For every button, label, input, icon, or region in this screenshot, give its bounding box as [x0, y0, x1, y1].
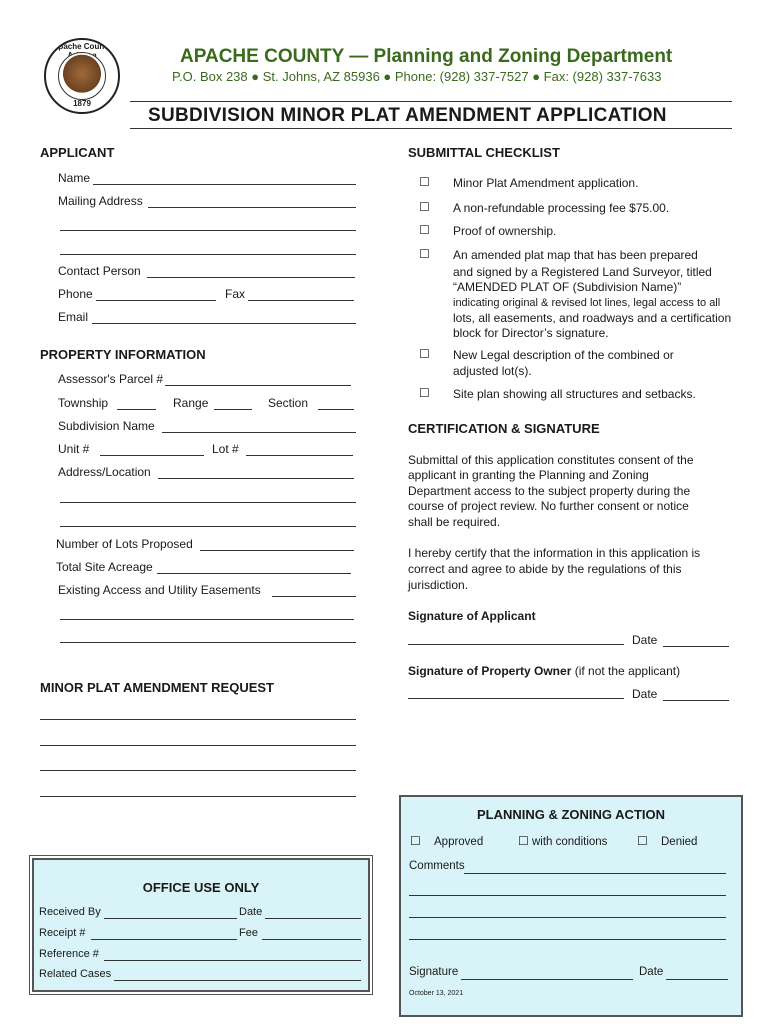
mailing-address-label: Mailing Address — [58, 194, 143, 208]
easements-line-2[interactable] — [60, 619, 354, 620]
pz-signature-label: Signature — [409, 966, 459, 978]
section-field[interactable] — [318, 409, 354, 410]
owner-signature-field[interactable] — [408, 698, 624, 699]
parcel-field[interactable] — [165, 385, 351, 386]
checklist-item-5-line-2: adjusted lot(s). — [453, 364, 532, 378]
lot-label: Lot # — [212, 442, 239, 456]
title-rule-bottom — [130, 128, 732, 129]
office-use-heading: OFFICE USE ONLY — [142, 880, 260, 895]
easements-label: Existing Access and Utility Easements — [58, 583, 261, 597]
certification-p2-line-1: I hereby certify that the information in this application is — [408, 546, 701, 560]
checklist-item-1: Minor Plat Amendment application. — [453, 176, 639, 190]
range-label: Range — [173, 396, 209, 410]
pz-heading: PLANNING & ZONING ACTION — [476, 807, 665, 822]
approved-checkbox[interactable]: ☐ — [410, 834, 421, 848]
lots-proposed-field[interactable] — [200, 550, 354, 551]
address-location-label: Address/Location — [58, 465, 151, 479]
checklist-item-4-line-3: “AMENDED PLAT OF (Subdivision Name)” — [453, 280, 682, 294]
revision-date: October 13, 2021 — [409, 990, 464, 997]
certification-p1-line-3: Department access to the subject property during the — [408, 484, 691, 498]
township-label: Township — [58, 396, 109, 410]
name-field[interactable] — [93, 184, 356, 185]
section-label: Section — [268, 396, 309, 410]
checklist-checkbox-1[interactable]: ☐ — [419, 175, 430, 189]
applicant-signature-label: Signature of Applicant — [408, 609, 536, 623]
applicant-date-label: Date — [632, 633, 658, 647]
department-address: P.O. Box 238 ● St. Johns, AZ 85936 ● Phone: (928) 337-7527 ● Fax: (928) 337-7633 — [172, 69, 662, 84]
checklist-item-4-line-1: An amended plat map that has been prepared — [453, 248, 698, 262]
department-title: APACHE COUNTY — Planning and Zoning Department — [180, 46, 673, 67]
denied-label: Denied — [661, 836, 698, 848]
checklist-item-6: Site plan showing all structures and setbacks. — [453, 387, 696, 401]
applicant-heading: APPLICANT — [40, 145, 115, 160]
planning-zoning-box — [399, 795, 743, 1017]
comments-field[interactable] — [464, 873, 726, 874]
pz-signature-field[interactable] — [461, 979, 633, 980]
received-by-label: Received By — [39, 906, 101, 918]
checklist-item-2: A non-refundable processing fee $75.00. — [453, 201, 670, 215]
owner-signature-label — [408, 664, 680, 678]
checklist-item-4-line-2: and signed by a Registered Land Surveyor, titled — [453, 265, 712, 279]
checklist-checkbox-5[interactable]: ☐ — [419, 347, 430, 361]
comments-line-2[interactable] — [409, 895, 726, 896]
form-title: SUBDIVISION MINOR PLAT AMENDMENT APPLICATION — [148, 105, 667, 126]
checklist-item-4-line-6: block for Director’s signature. — [453, 326, 609, 340]
owner-signature-title: Signature of Property Owner — [408, 664, 572, 678]
easements-line-3[interactable] — [60, 642, 356, 643]
seal-emblem-icon — [58, 52, 106, 100]
checklist-checkbox-4[interactable]: ☐ — [419, 247, 430, 261]
applicant-date-field[interactable] — [663, 646, 729, 647]
request-line-3[interactable] — [40, 770, 356, 771]
contact-person-field[interactable] — [147, 277, 355, 278]
reference-field[interactable] — [104, 960, 361, 961]
office-use-box — [32, 858, 370, 992]
address-line-2[interactable] — [60, 502, 356, 503]
receipt-label: Receipt # — [39, 927, 86, 939]
contact-person-label: Contact Person — [58, 264, 141, 278]
comments-label: Comments — [409, 860, 465, 872]
receipt-field[interactable] — [91, 939, 237, 940]
parcel-label: Assessor's Parcel # — [58, 372, 163, 386]
subdivision-label: Subdivision Name — [58, 419, 155, 433]
seal-year: 1879 — [73, 99, 91, 108]
easements-field[interactable] — [272, 596, 356, 597]
conditions-checkbox[interactable]: ☐ — [518, 834, 529, 848]
unit-label: Unit # — [58, 442, 90, 456]
request-heading: MINOR PLAT AMENDMENT REQUEST — [40, 680, 274, 695]
fee-field[interactable] — [262, 939, 361, 940]
phone-field[interactable] — [96, 300, 216, 301]
township-field[interactable] — [117, 409, 156, 410]
request-line-4[interactable] — [40, 796, 356, 797]
denied-checkbox[interactable]: ☐ — [637, 834, 648, 848]
mailing-address-line-3[interactable] — [60, 254, 356, 255]
conditions-label: with conditions — [532, 836, 608, 848]
checklist-checkbox-3[interactable]: ☐ — [419, 223, 430, 237]
unit-field[interactable] — [100, 455, 204, 456]
certification-p2-line-3: jurisdiction. — [408, 578, 469, 592]
checklist-item-4-line-4: indicating original & revised lot lines, legal access to all — [453, 297, 721, 309]
owner-date-label: Date — [632, 687, 658, 701]
email-field[interactable] — [92, 323, 356, 324]
certification-p1-line-4: course of project review. No further consent or notice — [408, 499, 689, 513]
acreage-field[interactable] — [157, 573, 351, 574]
name-label: Name — [58, 171, 91, 185]
seal-text: Apache County — [52, 42, 112, 51]
certification-p1-line-2: applicant in granting the Planning and Zoning — [408, 468, 649, 482]
received-by-field[interactable] — [104, 918, 237, 919]
checklist-checkbox-6[interactable]: ☐ — [419, 386, 430, 400]
mailing-address-line-2[interactable] — [60, 230, 356, 231]
related-cases-field[interactable] — [114, 980, 361, 981]
lot-field[interactable] — [246, 455, 353, 456]
request-line-1[interactable] — [40, 719, 356, 720]
title-rule-top — [130, 101, 732, 102]
checklist-item-3: Proof of ownership. — [453, 224, 557, 238]
owner-date-field[interactable] — [663, 700, 729, 701]
checklist-item-4-line-5: lots, all easements, and roadways and a certification — [453, 311, 732, 325]
applicant-signature-field[interactable] — [408, 644, 624, 645]
email-label: Email — [58, 310, 89, 324]
county-seal — [44, 38, 120, 114]
certification-p2-line-2: correct and agree to abide by the regulations of this — [408, 562, 682, 576]
address-location-field[interactable] — [158, 478, 354, 479]
acreage-label: Total Site Acreage — [56, 560, 153, 574]
related-cases-label: Related Cases — [39, 968, 112, 980]
fee-label: Fee — [239, 927, 258, 939]
comments-line-4[interactable] — [409, 939, 726, 940]
reference-label: Reference # — [39, 948, 99, 960]
certification-p1-line-5: shall be required. — [408, 515, 501, 529]
certification-p1-line-1: Submittal of this application constitutes consent of the — [408, 453, 694, 467]
fax-label: Fax — [225, 287, 246, 301]
address-line-3[interactable] — [60, 526, 356, 527]
property-heading: PROPERTY INFORMATION — [40, 347, 206, 362]
lots-proposed-label: Number of Lots Proposed — [56, 537, 193, 551]
checklist-item-5-line-1: New Legal description of the combined or — [453, 348, 674, 362]
office-date-label: Date — [239, 906, 263, 918]
fax-field[interactable] — [248, 300, 354, 301]
certification-heading: CERTIFICATION & SIGNATURE — [408, 421, 600, 436]
comments-line-3[interactable] — [409, 917, 726, 918]
checklist-heading: SUBMITTAL CHECKLIST — [408, 145, 560, 160]
office-date-field[interactable] — [265, 918, 361, 919]
approved-label: Approved — [434, 836, 484, 848]
mailing-address-field[interactable] — [148, 207, 356, 208]
pz-date-field[interactable] — [666, 979, 728, 980]
owner-signature-note: (if not the applicant) — [574, 664, 681, 678]
range-field[interactable] — [214, 409, 252, 410]
request-line-2[interactable] — [40, 745, 356, 746]
phone-label: Phone — [58, 287, 93, 301]
pz-date-label: Date — [639, 966, 664, 978]
subdivision-field[interactable] — [162, 432, 356, 433]
checklist-checkbox-2[interactable]: ☐ — [419, 200, 430, 214]
